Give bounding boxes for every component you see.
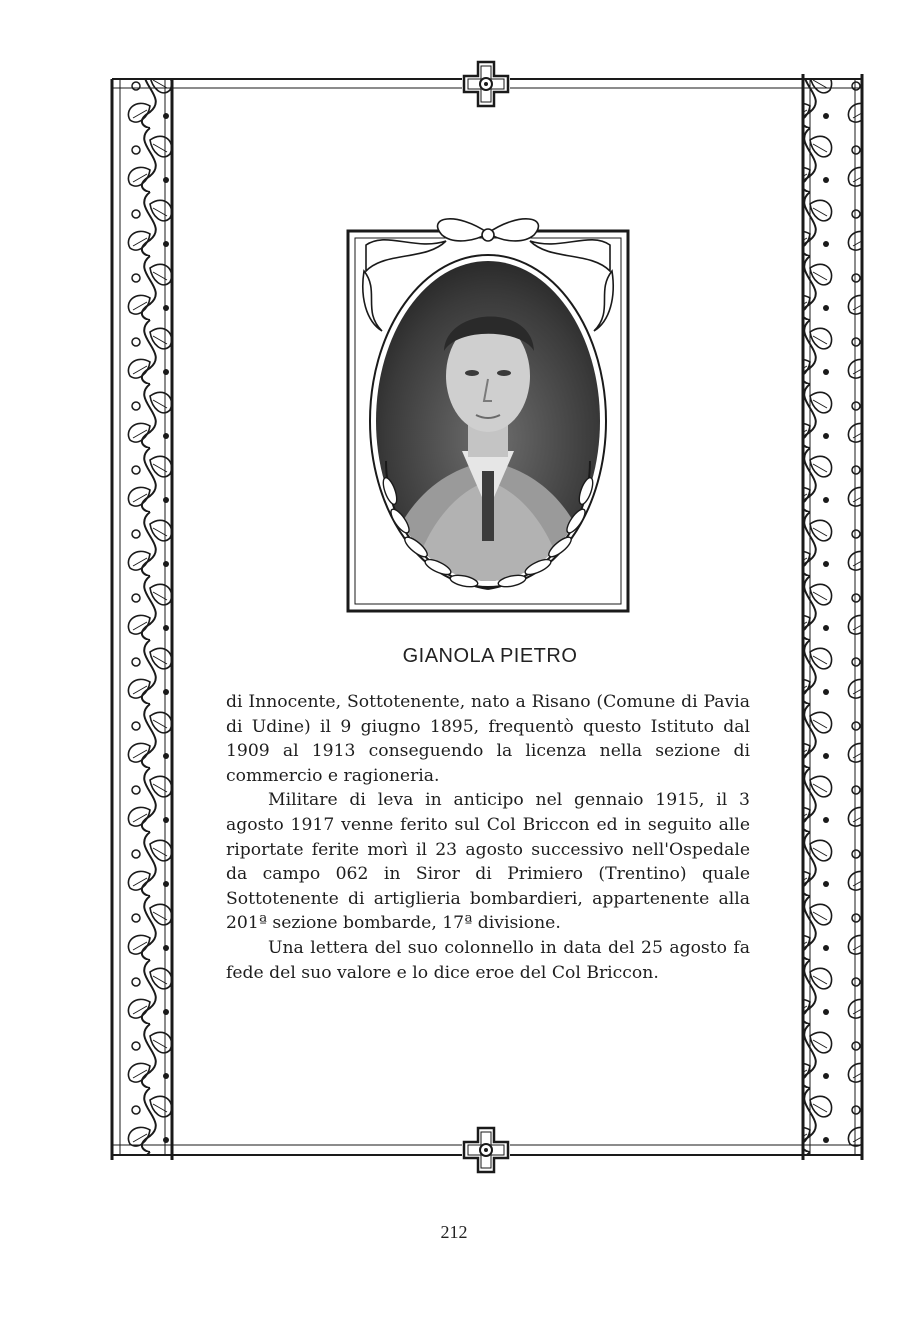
- biography-text: [226, 690, 750, 985]
- paragraph-1: di Innocente, Sottotenente, nato a Risano (Comune di Pavia di Udine) il 9 giugno 1895, frequentò questo Istituto dal 1909 al 1913 conseguendo la licenza nella sezione di commercio e ragioneria.: [226, 692, 750, 786]
- paragraph-2: Militare di leva in anticipo nel gennaio 1915, il 3 agosto 1917 venne ferito sul Col Briccon ed in seguito alle riportate ferite morì il 23 agosto successivo nell'Ospedale da campo 062 in Siror di Primiero (Trentino) quale Sottotenente di artiglieria bombardieri, appartenente alla 201ª sezione bombarde, 17ª divisione.: [226, 790, 750, 934]
- page-title: GIANOLA PIETRO: [402, 645, 578, 667]
- ornamental-cross-icon: [462, 1126, 510, 1174]
- page-number: 212: [440, 1222, 468, 1242]
- portrait-frame: [346, 211, 630, 613]
- ornamental-cross-icon: [462, 60, 510, 108]
- paragraph-3: Una lettera del suo colonnello in data del 25 agosto fa fede del suo valore e lo dice eroe del Col Briccon.: [226, 937, 750, 983]
